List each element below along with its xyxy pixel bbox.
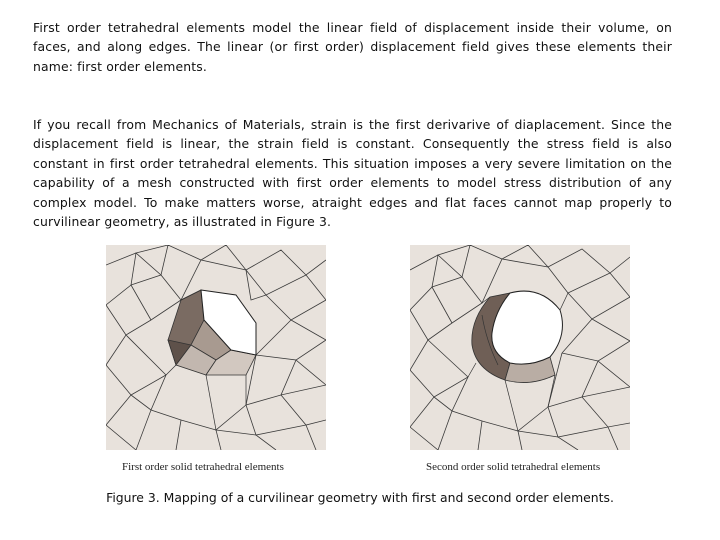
- paragraph-strain: If you recall from Mechanics of Materials, strain is the first derivarive of diaplacement. Since the displacement field is linear, the strain field is constant. Consequently the stress field is also constant in first order tetrahedral elements. This situation imposes a very severe limitation on the capability of a mesh constructed with first order elements to model stress distribution of any complex model. To make matters worse, atraight edges and flat faces cannot map properly to curvilinear geometry, as illustrated in Figure 3.: [33, 117, 672, 230]
- second-order-caption: Second order solid tetrahedral elements: [426, 461, 601, 473]
- figure-caption: Figure 3. Mapping of a curvilinear geometry with first and second order elements.: [106, 490, 614, 505]
- second-order-mesh-image: [410, 245, 630, 450]
- first-order-mesh-image: [106, 245, 326, 450]
- figure-3: [106, 245, 630, 481]
- paragraph-first-order: First order tetrahedral elements model the linear field of displacement inside their volume, on faces, and along edges. The linear (or first order) displacement field gives these elements their name: first order elements.: [33, 20, 672, 74]
- first-order-caption: First order solid tetrahedral elements: [122, 461, 284, 473]
